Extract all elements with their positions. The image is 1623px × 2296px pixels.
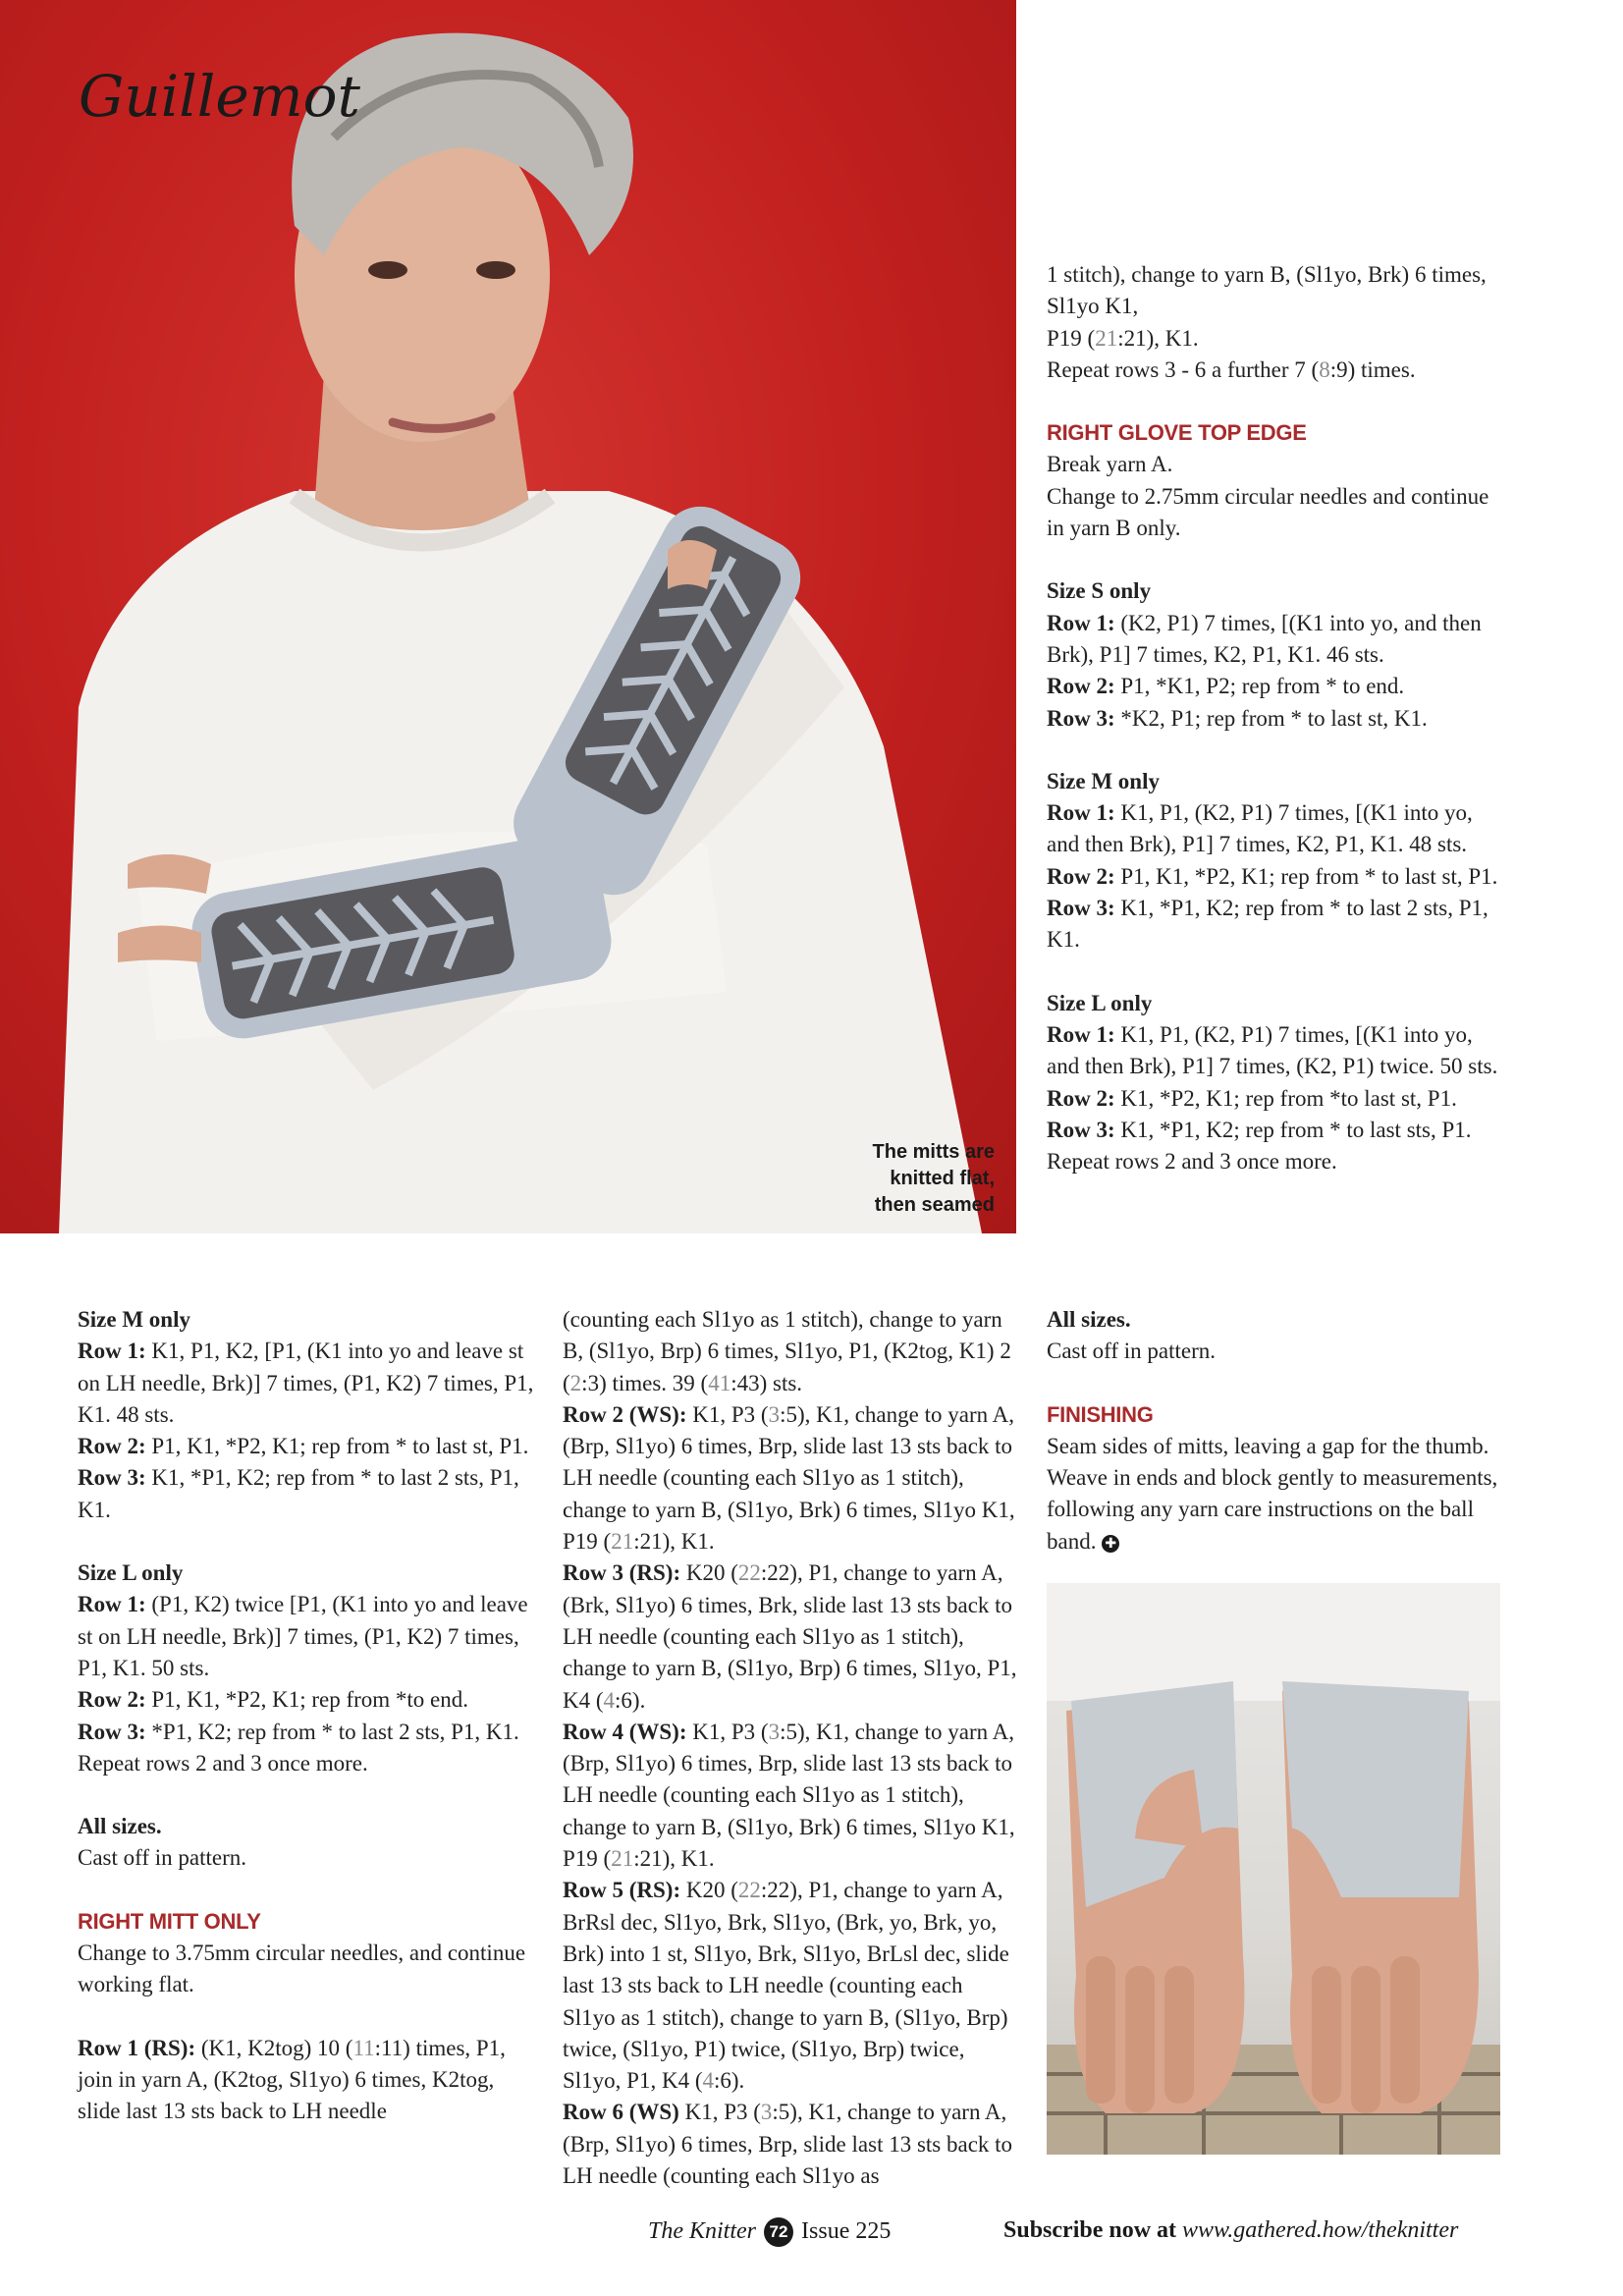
pattern-row: Row 3: *P1, K2; rep from * to last 2 sts, P1, K1. <box>78 1719 519 1744</box>
pattern-row: Row 3: K1, *P1, K2; rep from * to last 2 sts, P1, K1. <box>78 1465 519 1522</box>
pattern-row: Row 5 (RS): K20 (22:22), P1, change to yarn A, BrRsl dec, Sl1yo, Brk, Sl1yo, (Brk, yo, Brk, yo, Brk) into 1 st, Sl1yo, Brk, Sl1yo, BrLsl dec, slide last 13 sts back to LH needle (counting each Sl1yo as 1 stitch), change to yarn B, (Sl1yo, Brp) twice, (Sl1yo, P1) twice, (Sl1yo, Brp) twice, Sl1yo, P1, K4 (4:6). <box>563 1878 1009 2094</box>
pattern-text: Cast off in pattern. <box>1047 1339 1217 1364</box>
section-heading-right-mitt: RIGHT MITT ONLY <box>78 1908 261 1934</box>
section-heading-finishing: FINISHING <box>1047 1401 1154 1427</box>
column-3-top <box>1047 259 1508 1177</box>
column-1 <box>78 1304 534 2128</box>
size-heading: All sizes. <box>1047 1307 1131 1332</box>
page-number: 72 <box>764 2217 793 2247</box>
pattern-row: Row 6 (WS) K1, P3 (3:5), K1, change to yarn A, (Brp, Sl1yo) 6 times, Brp, slide last 13 sts back to LH needle (counting each Sl1yo as <box>563 2100 1013 2189</box>
size-heading: All sizes. <box>78 1814 162 1839</box>
pattern-row: Row 2 (WS): K1, P3 (3:5), K1, change to yarn A, (Brp, Sl1yo) 6 times, Brp, slide last 13 sts back to LH needle (counting each Sl1yo as 1 stitch), change to yarn B, (Sl1yo, Brk) 6 times, Sl1yo K1, P19 (21:21), K1. <box>563 1401 1015 1555</box>
size-heading: Size S only <box>1047 578 1152 604</box>
hands-illustration <box>1047 1583 1500 2155</box>
pattern-text: Cast off in pattern. <box>78 1845 247 1871</box>
model-illustration <box>0 0 1016 1233</box>
end-of-pattern-icon: ✚ <box>1102 1535 1119 1553</box>
size-heading: Size L only <box>78 1560 184 1586</box>
size-heading: Size M only <box>1047 768 1160 793</box>
pattern-text: Seam sides of mitts, leaving a gap for the thumb. Weave in ends and block gently to measurements, following any yarn care instructions on the ball band. ✚ <box>1047 1433 1498 1554</box>
pattern-row: Row 1 (RS): (K1, K2tog) 10 (11:11) times, P1, join in yarn A, (K2tog, Sl1yo) 6 times, K2tog, slide last 13 sts back to LH needle <box>78 2035 506 2124</box>
pattern-text: Repeat rows 2 and 3 once more. <box>1047 1149 1337 1175</box>
footer-issue <box>648 2217 891 2247</box>
subscribe-label: Subscribe now at <box>1003 2217 1177 2243</box>
pattern-text: Repeat rows 3 - 6 a further 7 (8:9) times. <box>1047 356 1416 382</box>
pattern-text: (counting each Sl1yo as 1 stitch), change to yarn B, (Sl1yo, Brp) 6 times, Sl1yo, P1, (K2tog, K1) 2 (2:3) times. 39 (41:43) sts. <box>563 1307 1011 1395</box>
mitts-hands-photo <box>1047 1583 1500 2155</box>
column-3-bottom <box>1047 1304 1508 1558</box>
pattern-text: P19 (21:21), K1. <box>1047 325 1199 351</box>
issue-number: Issue 225 <box>801 2218 892 2244</box>
publication-name: The Knitter <box>648 2218 757 2244</box>
pattern-text: Break yarn A. <box>1047 452 1173 477</box>
pattern-row: Row 1: K1, P1, (K2, P1) 7 times, [(K1 into yo, and then Brk), P1] 7 times, (K2, P1) twice. 50 sts. <box>1047 1021 1498 1079</box>
pattern-row: Row 2: K1, *P2, K1; rep from *to last st, P1. <box>1047 1085 1457 1111</box>
section-heading-right-glove: RIGHT GLOVE TOP EDGE <box>1047 420 1307 446</box>
pattern-title: Guillemot <box>79 63 360 130</box>
pattern-row: Row 3 (RS): K20 (22:22), P1, change to yarn A, (Brk, Sl1yo) 6 times, Brk, slide last 13 sts back to LH needle (counting each Sl1yo as 1 stitch), change to yarn B, (Sl1yo, Brp) 6 times, Sl1yo, P1, K4 (4:6). <box>563 1560 1017 1713</box>
pattern-text: Repeat rows 2 and 3 once more. <box>78 1750 368 1776</box>
pattern-text: Change to 2.75mm circular needles and continue in yarn B only. <box>1047 483 1489 541</box>
pattern-row: Row 2: P1, K1, *P2, K1; rep from * to last st, P1. <box>78 1434 529 1459</box>
pattern-row: Row 2: P1, K1, *P2, K1; rep from *to end. <box>78 1687 469 1713</box>
pattern-text: Change to 3.75mm circular needles, and continue working flat. <box>78 1941 526 1997</box>
pattern-row: Row 2: P1, *K1, P2; rep from * to end. <box>1047 674 1405 699</box>
pattern-row: Row 4 (WS): K1, P3 (3:5), K1, change to yarn A, (Brp, Sl1yo) 6 times, Brp, slide last 13 sts back to LH needle (counting each Sl1yo as 1 stitch), change to yarn B, (Sl1yo, Brk) 6 times, Sl1yo K1, P19 (21:21), K1. <box>563 1719 1015 1872</box>
pattern-row: Row 1: K1, P1, K2, [P1, (K1 into yo and leave st on LH needle, Brk)] 7 times, (P1, K2) 7 times, P1, K1. 48 sts. <box>78 1339 534 1427</box>
column-2 <box>563 1304 1019 2192</box>
photo-caption: The mitts are knitted flat, then seamed <box>872 1141 995 1216</box>
pattern-text: 1 stitch), change to yarn B, (Sl1yo, Brk) 6 times, Sl1yo K1, <box>1047 262 1487 319</box>
pattern-row: Row 2: P1, K1, *P2, K1; rep from * to last st, P1. <box>1047 863 1498 889</box>
pattern-row: Row 3: K1, *P1, K2; rep from * to last sts, P1. <box>1047 1117 1472 1142</box>
subscribe-link[interactable]: www.gathered.how/theknitter <box>1182 2217 1459 2243</box>
size-heading: Size L only <box>1047 990 1153 1015</box>
pattern-row: Row 3: *K2, P1; rep from * to last st, K1. <box>1047 705 1428 731</box>
pattern-row: Row 1: (K2, P1) 7 times, [(K1 into yo, and then Brk), P1] 7 times, K2, P1, K1. 46 sts. <box>1047 610 1482 667</box>
pattern-row: Row 3: K1, *P1, K2; rep from * to last 2 sts, P1, K1. <box>1047 896 1488 953</box>
hero-photo <box>0 0 1016 1233</box>
pattern-row: Row 1: (P1, K2) twice [P1, (K1 into yo and leave st on LH needle, Brk)] 7 times, (P1, K2) 7 times, P1, K1. 50 sts. <box>78 1592 528 1680</box>
size-heading: Size M only <box>78 1307 190 1332</box>
footer-subscribe <box>1003 2217 1458 2244</box>
pattern-row: Row 1: K1, P1, (K2, P1) 7 times, [(K1 into yo, and then Brk), P1] 7 times, K2, P1, K1. 48 sts. <box>1047 800 1473 857</box>
